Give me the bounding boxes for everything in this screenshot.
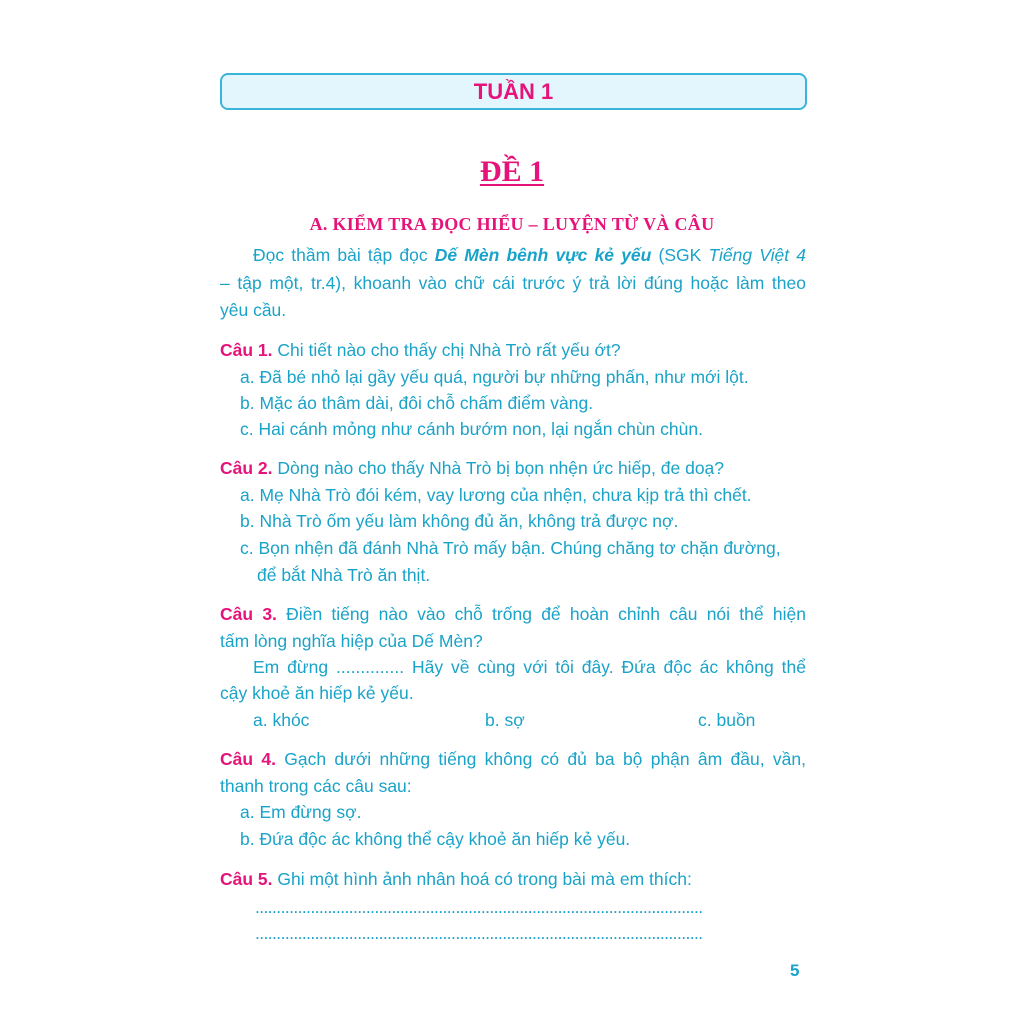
week-header — [220, 73, 807, 110]
q3-choice-a: a. khóc — [253, 710, 310, 730]
question-label: Câu 1. — [220, 340, 273, 360]
question-text: Dòng nào cho thấy Nhà Trò bị bọn nhện ức hiếp, đe doạ? — [272, 458, 725, 478]
story-title: Dế Mèn bênh vực kẻ yếu — [434, 245, 652, 265]
question-text: Gạch dưới những tiếng không có đủ ba bộ phận âm đầu, vần, — [275, 749, 806, 769]
q3-sentence-line-2: cậy khoẻ ăn hiếp kẻ yếu. — [220, 683, 414, 703]
question-1 — [220, 339, 806, 361]
question-label: Câu 2. — [220, 458, 273, 478]
question-4-line-2: thanh trong các câu sau: — [220, 776, 412, 796]
test-title — [0, 155, 1024, 189]
intro-line-1: Đọc thầm bài tập đọc Dế Mèn bênh vực kẻ yếu (SGK Tiếng Việt 4 — [253, 245, 807, 265]
answer-line-1[interactable]: ......................................................................................................... — [255, 897, 703, 917]
q1-option-c: c. Hai cánh mỏng như cánh bướm non, lại ngắn chùn chùn. — [240, 419, 703, 439]
q2-option-c: c. Bọn nhện đã đánh Nhà Trò mấy bận. Chúng chăng tơ chặn đường, — [240, 538, 781, 558]
q3-choice-c: c. buồn — [698, 710, 756, 730]
question-label: Câu 4. — [220, 749, 276, 769]
q2-option-a: a. Mẹ Nhà Trò đói kém, vay lương của nhện, chưa kịp trả thì chết. — [240, 485, 752, 505]
q2-option-c-continued: để bắt Nhà Trò ăn thịt. — [257, 565, 431, 585]
section-title: A. KIỂM TRA ĐỌC HIỂU – LUYỆN TỪ VÀ CÂU — [309, 214, 715, 234]
book-title: Tiếng Việt 4 — [708, 245, 807, 265]
q3-sentence-line-1: Em đừng .............. Hãy về cùng với tôi đây. Đứa độc ác không thể — [253, 657, 806, 677]
question-2 — [220, 457, 806, 479]
q3-choice-b: b. sợ — [485, 710, 525, 730]
question-4 — [220, 748, 806, 770]
question-text: Điền tiếng nào vào chỗ trống để hoàn chỉnh câu nói thể hiện — [276, 604, 806, 624]
test-title-text: ĐỀ 1 — [479, 155, 545, 188]
q1-option-a: a. Đã bé nhỏ lại gầy yếu quá, người bự những phấn, như mới lột. — [240, 367, 749, 387]
question-3-line-2: tấm lòng nghĩa hiệp của Dế Mèn? — [220, 631, 483, 651]
question-3 — [220, 603, 806, 625]
q4-option-b: b. Đứa độc ác không thể cậy khoẻ ăn hiếp kẻ yếu. — [240, 829, 631, 849]
question-label: Câu 3. — [220, 604, 277, 624]
question-label: Câu 5. — [220, 869, 273, 889]
q2-option-b: b. Nhà Trò ốm yếu làm không đủ ăn, không trả được nợ. — [240, 511, 679, 531]
intro-line-3: yêu cầu. — [220, 300, 287, 320]
question-text: Ghi một hình ảnh nhân hoá có trong bài mà em thích: — [272, 869, 692, 889]
page-number: 5 — [790, 961, 800, 980]
q4-option-a: a. Em đừng sợ. — [240, 802, 362, 822]
week-title: TUẦN 1 — [473, 79, 554, 104]
answer-line-2[interactable]: ......................................................................................................... — [255, 923, 703, 943]
intro-line-2: – tập một, tr.4), khoanh vào chữ cái trước ý trả lời đúng hoặc làm theo — [220, 273, 806, 293]
question-5 — [220, 868, 806, 890]
question-text: Chi tiết nào cho thấy chị Nhà Trò rất yếu ớt? — [272, 340, 621, 360]
q1-option-b: b. Mặc áo thâm dài, đôi chỗ chấm điểm vàng. — [240, 393, 594, 413]
